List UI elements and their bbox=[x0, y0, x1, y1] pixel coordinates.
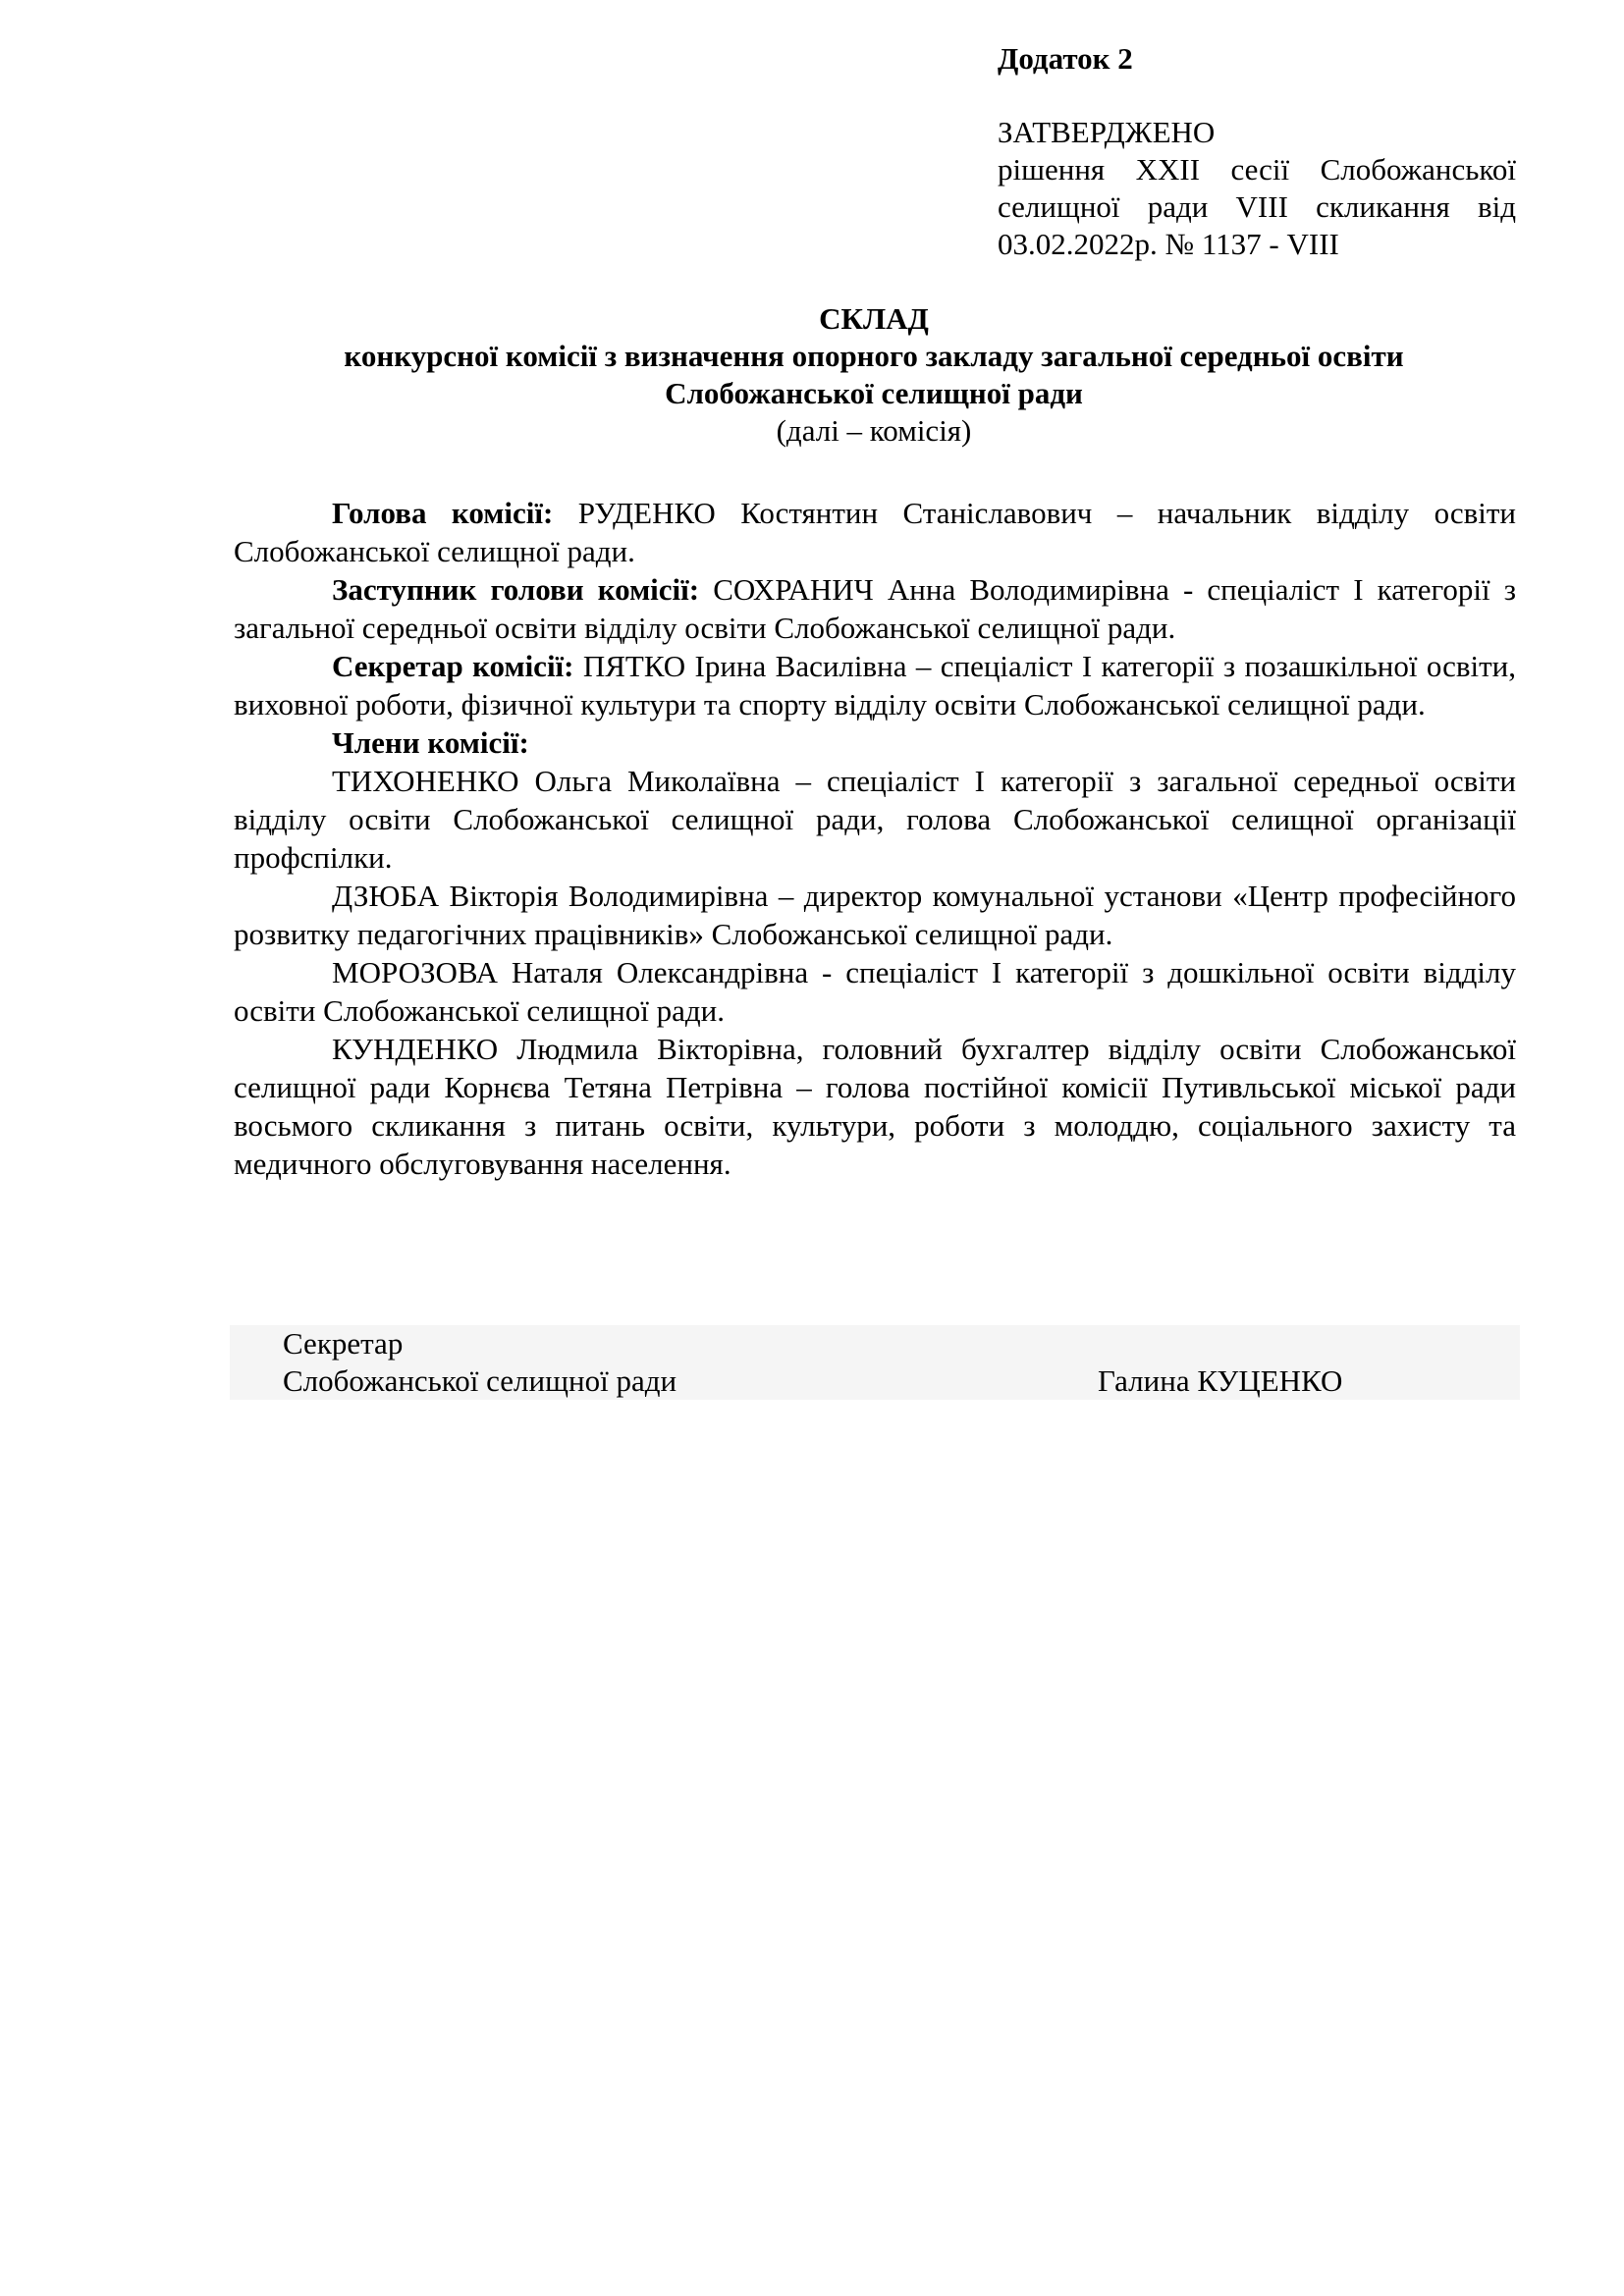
chair-text: РУДЕНКО Костянтин Станіславович – начальник відділу освіти Слобожанської селищної ради. bbox=[234, 496, 1517, 568]
members-heading bbox=[234, 723, 1516, 762]
chair-label: Голова комісії: bbox=[332, 496, 554, 530]
secretary-text: ПЯТКО Ірина Василівна – спеціаліст І категорії з позашкільної освіти, виховної роботи, фізичної культури та спорту відділу освіти Слобожанської селищної ради. bbox=[234, 649, 1516, 721]
commission-members bbox=[234, 494, 1516, 1183]
document-title-block bbox=[232, 300, 1516, 450]
approval-line-2: селищної ради VIII скликання від bbox=[998, 189, 1516, 224]
approval-line-3: 03.02.2022р. № 1137 - VIII bbox=[998, 227, 1339, 261]
members-label: Члени комісії: bbox=[332, 725, 529, 760]
signature-block bbox=[230, 1325, 1520, 1400]
signatory-role: Секретар bbox=[283, 1326, 404, 1361]
document-title: СКЛАД bbox=[819, 301, 929, 336]
document-title-note: (далі – комісія) bbox=[776, 413, 972, 448]
deputy-label: Заступник голови комісії: bbox=[332, 572, 700, 607]
member-paragraph: ТИХОНЕНКО Ольга Миколаївна – спеціаліст І категорії з загальної середньої освіти відділу освіти Слобожанської селищної ради, голова Слобожанської селищної організації профспілки. bbox=[234, 764, 1516, 875]
member-paragraph: МОРОЗОВА Наталя Олександрівна - спеціаліст І категорії з дошкільної освіти відділу освіти Слобожанської селищної ради. bbox=[234, 955, 1516, 1028]
deputy-paragraph bbox=[234, 570, 1516, 647]
approval-stamp bbox=[998, 114, 1516, 263]
approval-status: ЗАТВЕРДЖЕНО bbox=[998, 115, 1216, 149]
document-subtitle-line-2: Слобожанської селищної ради bbox=[665, 376, 1083, 410]
approval-line-1: рішення XXII сесії Слобожанської bbox=[998, 152, 1516, 187]
deputy-text: СОХРАНИЧ Анна Володимирівна - спеціаліст І категорії з загальної середньої освіти відділу освіти Слобожанської селищної ради. bbox=[234, 572, 1516, 645]
member-paragraph: КУНДЕНКО Людмила Вікторівна, головний бухгалтер відділу освіти Слобожанської селищної ради Корнєва Тетяна Петрівна – голова постійної комісії Путивльської міської ради восьмого скликання з питань освіти, культури, роботи з молоддю, соціального захисту та медичного обслуговування населення. bbox=[234, 1032, 1516, 1181]
signatory-organization: Слобожанської селищної ради bbox=[283, 1363, 677, 1398]
signatory-name: Галина КУЦЕНКО bbox=[1098, 1363, 1343, 1398]
member-paragraph: ДЗЮБА Вікторія Володимирівна – директор комунальної установи «Центр професійного розвитку педагогічних працівників» Слобожанської селищної ради. bbox=[234, 879, 1516, 951]
secretary-label: Секретар комісії: bbox=[332, 649, 574, 683]
document-subtitle-line-1: конкурсної комісії з визначення опорного закладу загальної середньої освіти bbox=[344, 339, 1404, 373]
chair-paragraph bbox=[234, 494, 1516, 570]
annex-label: Додаток 2 bbox=[998, 41, 1133, 76]
secretary-paragraph bbox=[234, 647, 1516, 723]
